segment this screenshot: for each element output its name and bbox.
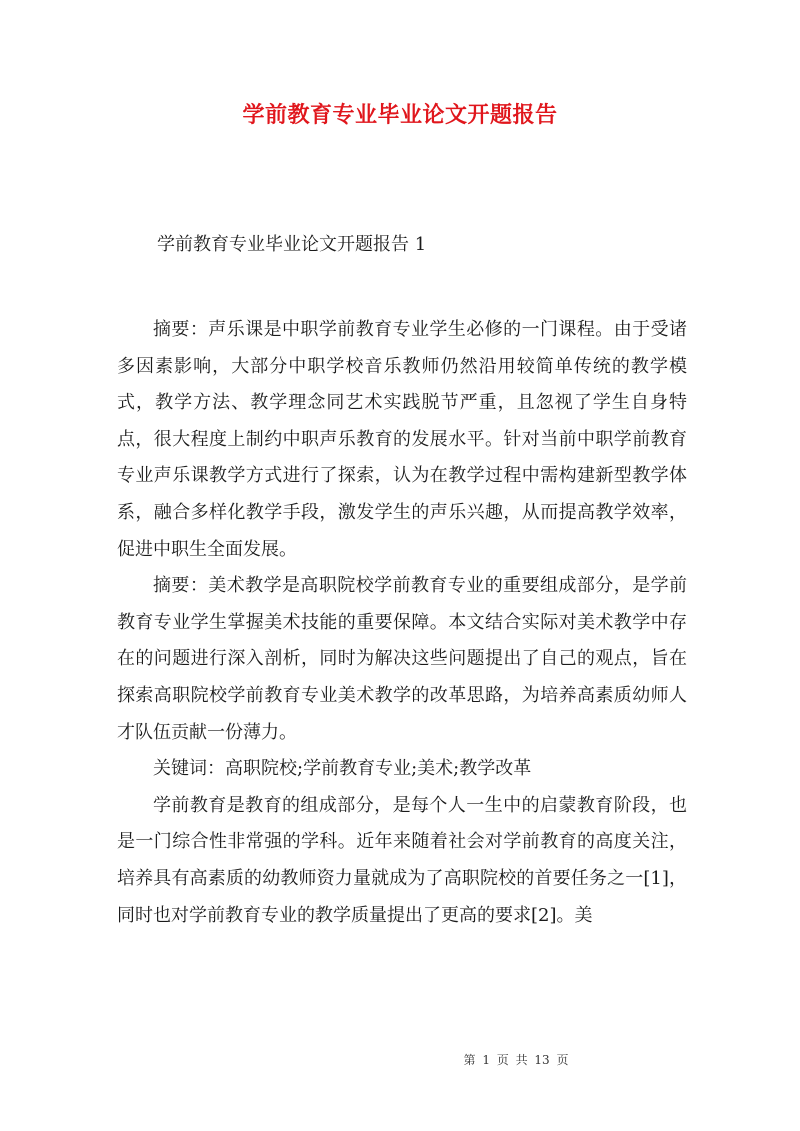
document-body — [117, 312, 687, 934]
abstract-paragraph-1: 摘要：声乐课是中职学前教育专业学生必修的一门课程。由于受诸多因素影响，大部分中职学校音乐教师仍然沿用较简单传统的教学模式，教学方法、教学理念同艺术实践脱节严重，且忽视了学生自身特点，很大程度上制约中职声乐教育的发展水平。针对当前中职学前教育专业声乐课教学方式进行了探索，认为在教学过程中需构建新型教学体系，融合多样化教学手段，激发学生的声乐兴趣，从而提高教学效率，促进中职生全面发展。 — [117, 319, 687, 560]
document-subtitle: 学前教育专业毕业论文开题报告 1 — [157, 234, 427, 255]
body-paragraph-1: 学前教育是教育的组成部分，是每个人一生中的启蒙教育阶段，也是一门综合性非常强的学科。近年来随着社会对学前教育的高度关注，培养具有高素质的幼教师资力量就成为了高职院校的首要任务之一[1]，同时也对学前教育专业的教学质量提出了更高的要求[2]。美 — [117, 794, 687, 926]
abstract-paragraph-2: 摘要：美术教学是高职院校学前教育专业的重要组成部分，是学前教育专业学生掌握美术技能的重要保障。本文结合实际对美术教学中存在的问题进行深入剖析，同时为解决这些问题提出了自己的观点，旨在探索高职院校学前教育专业美术教学的改革思路，为培养高素质幼师人才队伍贡献一份薄力。 — [117, 575, 687, 743]
document-title: 学前教育专业毕业论文开题报告 — [242, 102, 558, 128]
keywords-paragraph: 关键词：高职院校;学前教育专业;美术;教学改革 — [153, 758, 532, 780]
page-number-footer: 第 1 页 共 13 页 — [463, 1053, 569, 1067]
